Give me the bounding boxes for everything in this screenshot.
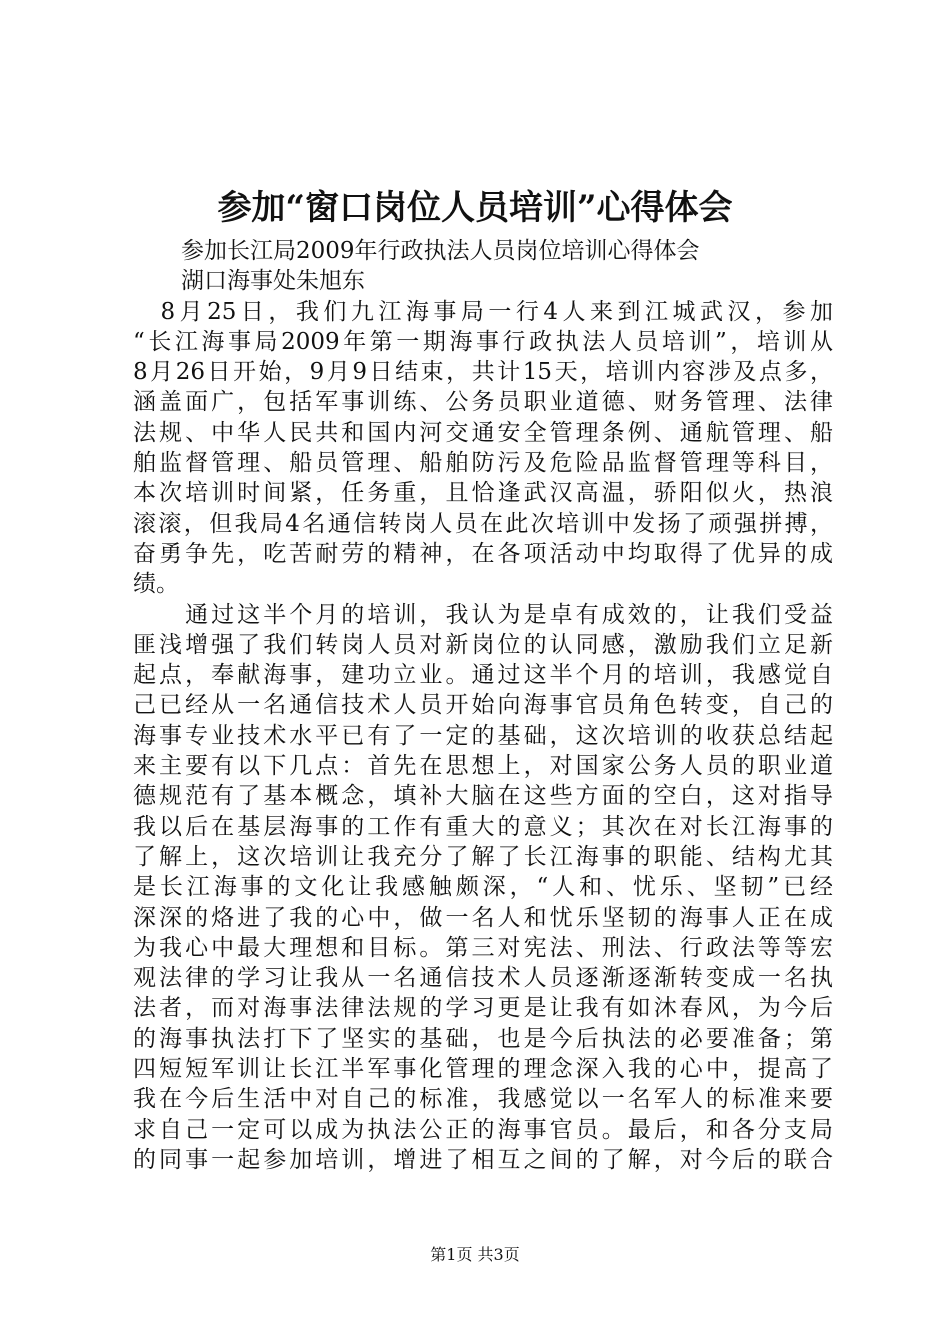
paragraph-line: 滚滚，但我局4名通信转岗人员在此次培训中发扬了顽强拼搏， [133,510,833,537]
paragraph-line: “长江海事局2009年第一期海事行政执法人员培训”，培训从 [133,328,833,355]
paragraph-line: 8月26日开始，9月9日结束，共计15天，培训内容涉及点多， [133,359,833,386]
paragraph-line: 的海事执法打下了坚实的基础，也是今后执法的必要准备；第 [133,1025,833,1052]
paragraph-line: 德规范有了基本概念，填补大脑在这些方面的空白，这对指导 [133,783,833,810]
subtitle-line: 参加长江局2009年行政执法人员岗位培训心得体会 [181,238,700,264]
paragraph-line: 法规、中华人民共和国内河交通安全管理条例、通航管理、船 [133,419,833,446]
paragraph-line: 海事专业技术水平已有了一定的基础，这次培训的收获总结起 [133,722,833,749]
paragraph-line: 是长江海事的文化让我感触颇深，“人和、忧乐、坚韧”已经 [133,874,833,901]
page-number-footer: 第1页 共3页 [430,1245,520,1264]
paragraph-line: 涵盖面广，包括军事训练、公务员职业道德、财务管理、法律 [133,389,833,416]
paragraph-line: 的同事一起参加培训，增进了相互之间的了解，对今后的联合 [133,1146,833,1173]
paragraph-line: 来主要有以下几点：首先在思想上，对国家公务人员的职业道 [133,753,833,780]
paragraph-line: 观法律的学习让我从一名通信技术人员逐渐逐渐转变成一名执 [133,965,833,992]
paragraph-line: 我在今后生活中对自己的标准，我感觉以一名军人的标准来要 [133,1086,833,1113]
paragraph-line: 本次培训时间紧，任务重，且恰逢武汉高温，骄阳似火，热浪 [133,480,833,507]
document-body [133,236,833,1175]
paragraph-line: 法者，而对海事法律法规的学习更是让我有如沐春风，为今后 [133,995,833,1022]
paragraph-line: 8月25日，我们九江海事局一行4人来到江城武汉，参加 [133,298,833,325]
paragraph-line: 匪浅增强了我们转岗人员对新岗位的认同感，激励我们立足新 [133,631,833,658]
paragraph-line: 为我心中最大理想和目标。第三对宪法、刑法、行政法等等宏 [133,934,833,961]
paragraph-line: 绩。 [133,571,179,598]
paragraph-line: 起点，奉献海事，建功立业。通过这半个月的培训，我感觉自 [133,662,833,689]
paragraph-line: 了解上，这次培训让我充分了解了长江海事的职能、结构尤其 [133,843,833,870]
paragraph-line: 我以后在基层海事的工作有重大的意义；其次在对长江海事的 [133,813,833,840]
paragraph-line: 深深的烙进了我的心中，做一名人和忧乐坚韧的海事人正在成 [133,904,833,931]
paragraph-line: 通过这半个月的培训，我认为是卓有成效的，让我们受益 [133,601,833,628]
paragraph-line: 奋勇争先，吃苦耐劳的精神，在各项活动中均取得了优异的成 [133,540,833,567]
paragraph-line: 求自己一定可以成为执法公正的海事官员。最后，和各分支局 [133,1116,833,1143]
author-line: 湖口海事处朱旭东 [181,268,365,295]
paragraph-line: 四短短军训让长江半军事化管理的理念深入我的心中，提高了 [133,1056,833,1083]
document-title: 参加“窗口岗位人员培训”心得体会 [217,188,733,228]
paragraph-line: 己已经从一名通信技术人员开始向海事官员角色转变，自己的 [133,692,833,719]
paragraph-line: 舶监督管理、船员管理、船舶防污及危险品监督管理等科目， [133,450,833,477]
